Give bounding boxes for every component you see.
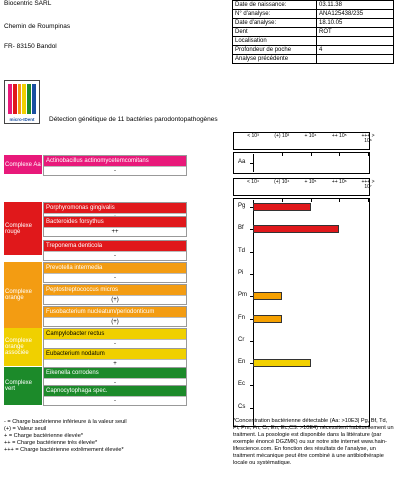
bacteria-row	[43, 216, 187, 237]
bacteria-result: ++	[44, 227, 186, 236]
bacteria-name: Eikenella corrodens	[44, 368, 186, 378]
grid-tick	[368, 199, 369, 202]
category-tick	[250, 252, 253, 253]
grid-tick	[282, 153, 283, 156]
category-label: Cs	[238, 403, 246, 410]
info-label: Dent	[233, 28, 317, 37]
info-row	[233, 10, 394, 19]
y-axis-line	[253, 154, 254, 172]
info-value: 03.11.38	[317, 1, 394, 10]
bacteria-name: Campylobacter rectus	[44, 329, 186, 339]
tick-label: ++ 10⁶	[331, 179, 347, 185]
bacteria-result: +	[44, 359, 186, 368]
info-row	[233, 19, 394, 28]
category-tick	[250, 163, 253, 164]
info-label: Date d'analyse:	[233, 19, 317, 28]
bacteria-row	[43, 385, 187, 406]
tick-label: ++ 10⁵	[331, 133, 347, 139]
info-label: N° d'analyse:	[233, 10, 317, 19]
tick-label: + 10⁵	[304, 179, 317, 185]
info-row	[233, 46, 394, 55]
page-title: Détection génétique de 11 bactéries parodontopathogènes	[49, 116, 218, 123]
category-tick	[250, 408, 253, 409]
category-label: Cr	[238, 336, 245, 343]
category-label: Bf	[238, 225, 244, 232]
category-label: Aa	[238, 159, 246, 165]
tick-label: +++ > 10⁷	[361, 179, 375, 190]
category-label: En	[238, 359, 246, 366]
legend-line: ++ = Charge bactérienne très élevée*	[4, 440, 98, 446]
category-label: Pm	[238, 292, 247, 299]
complex-label: Complexe rouge	[4, 202, 42, 255]
bacteria-result: -	[44, 166, 186, 175]
tick-label: +++ > 10⁶	[361, 133, 375, 144]
complex-label: Complexe orange	[4, 262, 42, 328]
legend-line: (+) = Valeur seuil	[4, 426, 47, 432]
bacteria-row	[43, 328, 187, 349]
complex-label: Complexe orange associée	[4, 328, 42, 366]
complex-label: Complexe Aa	[4, 155, 42, 174]
bacteria-result: -	[44, 339, 186, 348]
bacteria-row	[43, 155, 187, 176]
tick-label: (+) 10³	[274, 133, 290, 139]
complex-label: Complexe vert	[4, 367, 42, 405]
category-label: Fn	[238, 314, 246, 321]
bar-en	[253, 359, 311, 367]
info-label: Profondeur de poche	[233, 46, 317, 55]
bacteria-name: Treponema denticola	[44, 241, 186, 251]
bacteria-row	[43, 240, 187, 261]
bacteria-result: (+)	[44, 317, 186, 326]
lab-name: Biocentric SARL	[4, 0, 52, 7]
grid-tick	[311, 153, 312, 156]
tick-label: < 10⁴	[246, 179, 260, 185]
bacteria-name: Eubacterium nodatum	[44, 349, 186, 359]
patient-info-table	[232, 0, 394, 64]
lab-city: FR- 83150 Bandol	[4, 43, 57, 50]
bacteria-row	[43, 284, 187, 305]
bacteria-name: Peptostreptococcus micros	[44, 285, 186, 295]
info-row	[233, 37, 394, 46]
logo-bars	[8, 84, 36, 114]
micro-ident-logo	[4, 80, 40, 124]
info-row	[233, 28, 394, 37]
legend-line: - = Charge bactérienne inférieure à la valeur seuil	[4, 419, 127, 425]
info-value: 18.10.05	[317, 19, 394, 28]
tick-label: + 10⁴	[304, 133, 317, 139]
category-tick	[250, 341, 253, 342]
bacteria-result: -	[44, 396, 186, 405]
logo-caption: micro-IDent	[9, 117, 35, 122]
bacteria-name: Actinobacillus actinomycetemcomitans	[44, 156, 186, 166]
bacteria-result: -	[44, 378, 186, 387]
info-value: ROT	[317, 28, 394, 37]
category-label: Pg	[238, 203, 246, 209]
y-axis-line	[253, 200, 254, 425]
category-tick	[250, 385, 253, 386]
bacteria-result: (+)	[44, 295, 186, 304]
info-value	[317, 55, 394, 64]
bar-pm	[253, 292, 282, 300]
category-label: Pi	[238, 269, 244, 276]
info-value: 4	[317, 46, 394, 55]
grid-tick	[282, 199, 283, 202]
bacteria-name: Porphyromonas gingivalis	[44, 203, 186, 213]
bar-bf	[253, 225, 339, 233]
tick-label: (+) 10⁴	[274, 179, 290, 185]
bar-fn	[253, 315, 282, 323]
legend	[4, 419, 194, 454]
footnote: *Concentration bactérienne détectable (Aa: >10E3| Pg, Bf, Td, Pi, Pm, Fn, Cr, En, Ec,CS: >10E4) nécessitent habituellement un traitment. La posologie est disponible dans la littérature (par exemple énoncé DGZMK) ou sur notre site internet www.hain-lifescience.com. En fonction des résultats de l'analyse, un traitment mécanique peut être combiné à une antibiothérapie locale ou systématique.	[233, 418, 394, 466]
bar-pg	[253, 203, 311, 211]
bacteria-result: -	[44, 273, 186, 282]
info-value: ANA125438/235	[317, 10, 394, 19]
info-row	[233, 55, 394, 64]
lab-street: Chemin de Roumpinas	[4, 23, 71, 30]
bacteria-result: -	[44, 251, 186, 260]
grid-tick	[368, 153, 369, 156]
grid-tick	[311, 199, 312, 202]
tick-label: < 10³	[247, 133, 259, 139]
bacteria-row	[43, 262, 187, 283]
grid-tick	[339, 153, 340, 156]
info-label: Analyse précédente	[233, 55, 317, 64]
info-label: Localisation	[233, 37, 317, 46]
bacteria-row	[43, 348, 187, 369]
bacteria-name: Bacteroides forsythus	[44, 217, 186, 227]
grid-tick	[339, 199, 340, 202]
bacteria-name: Prevotella intermedia	[44, 263, 186, 273]
info-label: Date de naissance:	[233, 1, 317, 10]
legend-line: + = Charge bactérienne élevée*	[4, 433, 83, 439]
info-row	[233, 1, 394, 10]
category-tick	[250, 274, 253, 275]
bacteria-name: Capnocytophaga spec.	[44, 386, 186, 396]
legend-line: +++ = Charge bactérienne extrêmement élevée*	[4, 447, 124, 453]
bacteria-name: Fusobacterium nucleatum/periodonticum	[44, 307, 186, 317]
category-label: Ec	[238, 381, 246, 388]
category-label: Td	[238, 247, 246, 254]
bacteria-row	[43, 306, 187, 327]
info-value	[317, 37, 394, 46]
